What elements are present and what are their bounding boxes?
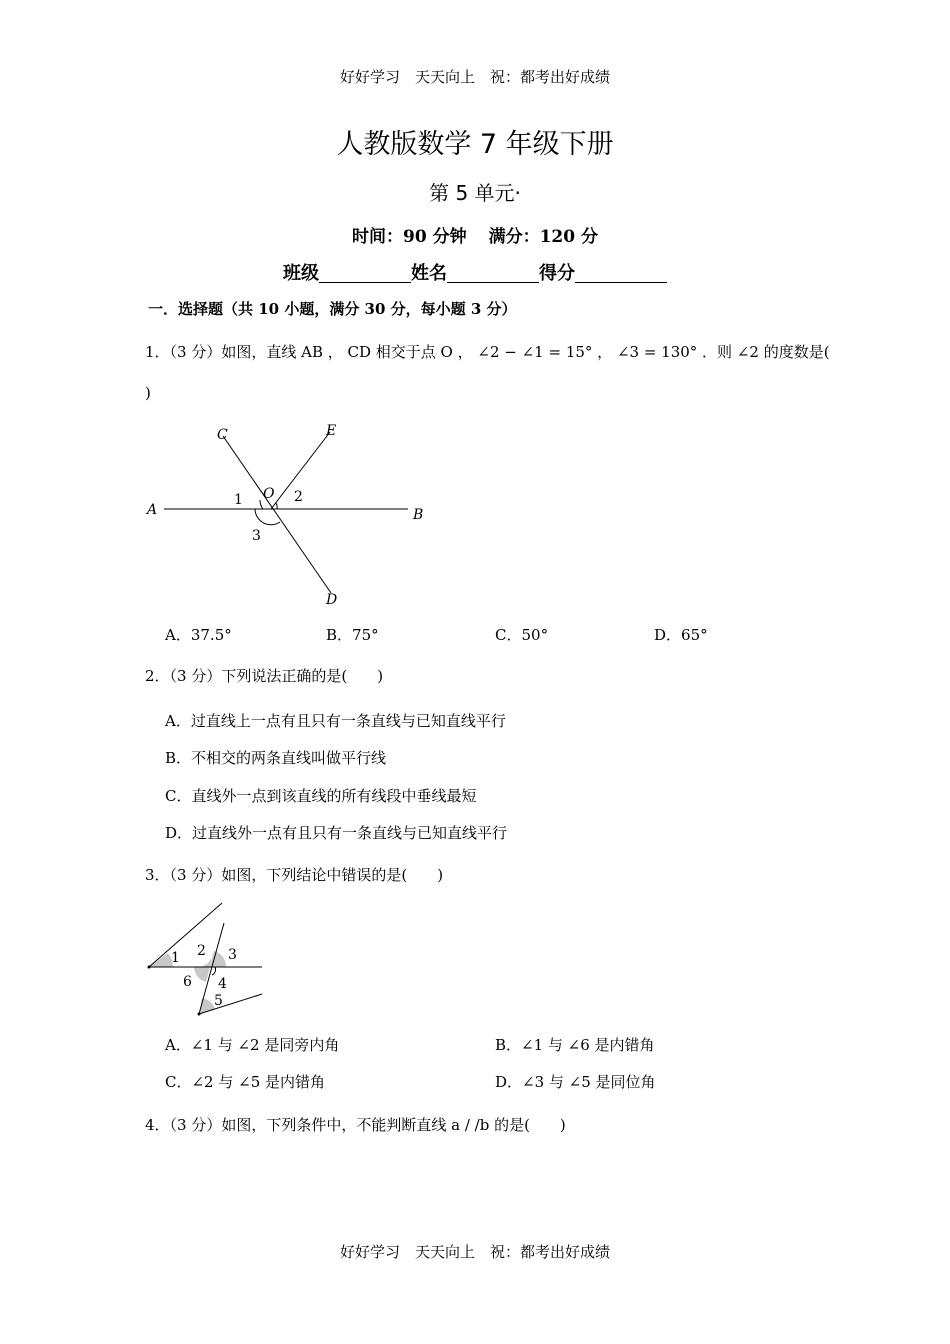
class-blank[interactable] (319, 264, 411, 283)
q3-option-a[interactable]: A．∠1 与 ∠2 是同旁内角 (165, 1036, 340, 1054)
q1-option-c[interactable]: C．50° (495, 626, 549, 644)
q2-option-d[interactable]: D．过直线外一点有且只有一条直线与已知直线平行 (165, 824, 508, 842)
label-angle-4: 4 (218, 976, 227, 992)
angle-4-arc (212, 967, 216, 975)
q2-option-c[interactable]: C．直线外一点到该直线的所有线段中垂线最短 (165, 787, 477, 805)
q1-stem-end: ) (145, 384, 151, 402)
label-e: E (326, 423, 337, 439)
label-c: C (217, 427, 228, 443)
q1-option-b[interactable]: B．75° (326, 626, 379, 644)
angle-3-arc (255, 509, 280, 525)
q3-option-b[interactable]: B．∠1 与 ∠6 是内错角 (495, 1036, 655, 1054)
q2-stem: 2．（3 分）下列说法正确的是( ) (145, 667, 384, 685)
angle-1-shade (149, 953, 173, 967)
label-angle-3: 3 (252, 528, 261, 544)
angle-2-arc (276, 503, 277, 509)
label-angle-1: 1 (234, 492, 243, 508)
q1-option-a[interactable]: A．37.5° (165, 626, 232, 644)
page-footer: 好好学习 天天向上 祝：都考出好成绩 (339, 1243, 610, 1261)
label-a: A (147, 502, 158, 518)
angle-6-shade (194, 967, 210, 982)
q3-option-c[interactable]: C．∠2 与 ∠5 是内错角 (165, 1073, 326, 1091)
class-label: 班级 (283, 263, 319, 284)
q1-stem: 1．（3 分）如图，直线 AB ， CD 相交于点 O ， ∠2 − ∠1 = 15° ， ∠3 = 130° ．则 ∠2 的度数是( (145, 343, 830, 361)
q3-stem: 3．（3 分）如图，下列结论中错误的是( ) (145, 866, 444, 884)
score-blank[interactable] (575, 264, 667, 283)
vertex-left (148, 966, 151, 969)
label-angle-2: 2 (294, 489, 303, 505)
page-title: 人教版数学 7 年级下册 (336, 129, 614, 160)
page-header: 好好学习 天天向上 祝：都考出好成绩 (339, 68, 610, 86)
unit-subtitle: 第 5 单元· (429, 181, 521, 205)
q1-figure (140, 415, 440, 615)
label-angle-1: 1 (171, 950, 180, 966)
line-cd (223, 436, 331, 593)
label-angle-6: 6 (183, 974, 192, 990)
label-d: D (326, 592, 338, 608)
q1-option-d[interactable]: D．65° (654, 626, 708, 644)
q2-option-a[interactable]: A．过直线上一点有且只有一条直线与已知直线平行 (165, 712, 506, 730)
label-angle-2: 2 (197, 943, 206, 959)
label-angle-5: 5 (214, 993, 223, 1009)
name-blank[interactable] (447, 264, 539, 283)
name-label: 姓名 (411, 263, 447, 284)
label-b: B (413, 507, 424, 523)
q2-option-b[interactable]: B．不相交的两条直线叫做平行线 (165, 749, 387, 767)
exam-time: 时间：90 分钟 (352, 227, 467, 247)
student-info-line (0, 259, 950, 285)
score-label: 得分 (539, 263, 575, 284)
q4-stem: 4．（3 分）如图，下列条件中，不能判断直线 a / /b 的是( ) (145, 1116, 566, 1134)
section-heading: 一．选择题（共 10 小题，满分 30 分，每小题 3 分） (148, 300, 517, 318)
vertex-bottom (198, 1013, 201, 1016)
q3-option-d[interactable]: D．∠3 与 ∠5 是同位角 (495, 1073, 656, 1091)
line-upper (149, 903, 222, 967)
label-o: O (263, 486, 275, 502)
exam-full-score: 满分：120 分 (488, 227, 598, 247)
exam-info (0, 222, 950, 247)
q3-figure (140, 895, 280, 1025)
label-angle-3: 3 (228, 947, 237, 963)
